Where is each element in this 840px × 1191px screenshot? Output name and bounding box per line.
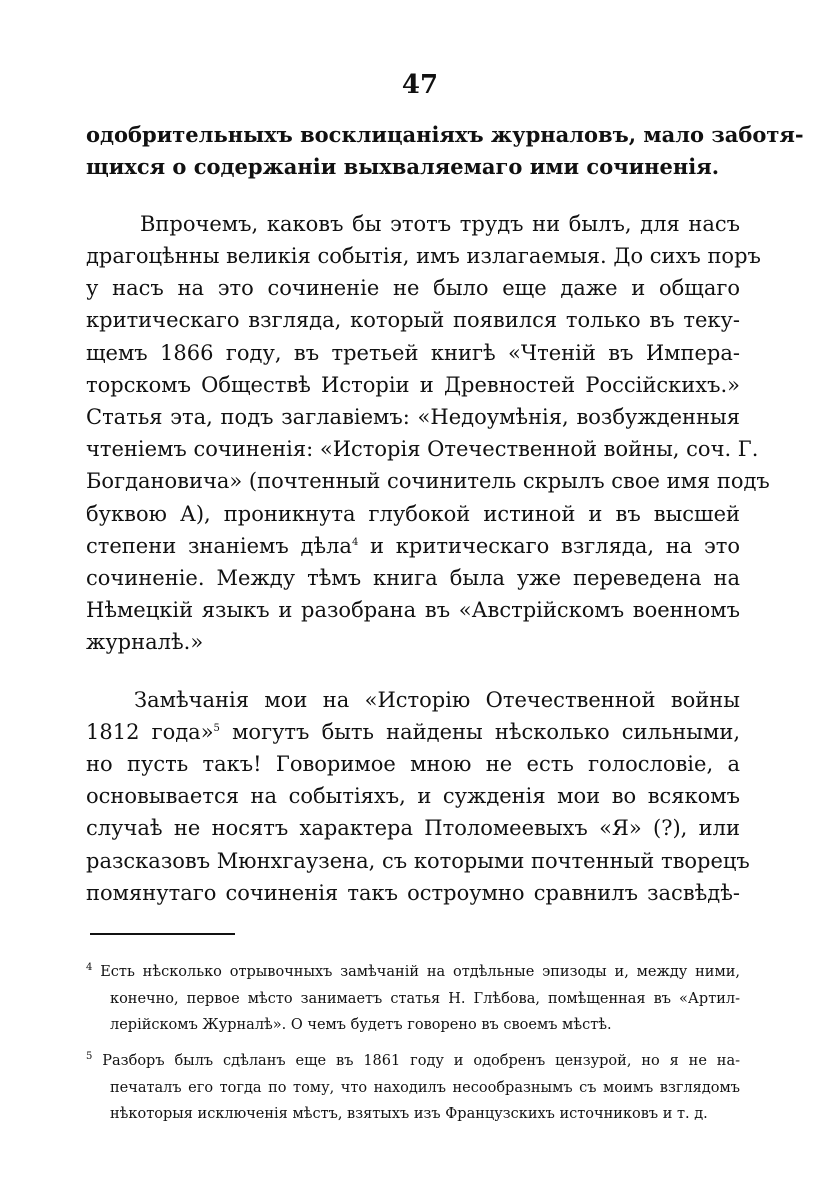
footnote-line: конечно, первое мѣсто занимаетъ статья Н. Глѣбова, помѣщенная въ «Артил-: [110, 991, 740, 1007]
text-segment: степени знаніемъ дѣла: [86, 534, 352, 558]
footnote-ref-4[interactable]: 4: [351, 537, 359, 548]
text-line: основывается на событіяхъ, и сужденія мои во всякомъ: [86, 784, 740, 808]
text-line: Замѣчанія мои на «Исторію Отечественной войны: [134, 688, 740, 712]
text-line: буквою А), проникнута глубокой истиной и въ высшей: [86, 502, 740, 526]
text-line: Статья эта, подъ заглавіемъ: «Недоумѣнія, возбужденныя: [86, 405, 740, 429]
footnote-text: Разборъ былъ сдѣланъ еще въ 1861 году и одобренъ цензурой, но я не на-: [102, 1053, 741, 1069]
text-line: торскомъ Обществѣ Исторіи и Древностей Россійскихъ.»: [86, 373, 740, 397]
footnote-text: Есть нѣсколько отрывочныхъ замѣчаній на отдѣльные эпизоды и, между ними,: [100, 964, 741, 980]
text-line: помянутаго сочиненія такъ остроумно сравнилъ засвѣдѣ-: [86, 881, 740, 905]
footnote-marker: 5: [86, 1051, 93, 1063]
footnote-line: [86, 1051, 740, 1071]
text-line: [86, 533, 740, 559]
page-number: 47: [401, 70, 439, 100]
text-line: разсказовъ Мюнхгаузена, съ которыми почтенный творецъ: [86, 849, 750, 873]
text-line: одобрительныхъ восклицаніяхъ журналовъ, мало заботя-: [86, 122, 804, 147]
footnote-line: лерійскомъ Журналѣ». О чемъ будетъ говорено въ своемъ мѣстѣ.: [110, 1017, 612, 1033]
text-line: щемъ 1866 году, въ третьей книгѣ «Чтеній въ Импера-: [86, 341, 740, 365]
text-line: Богдановича» (почтенный сочинитель скрылъ свое имя подъ: [86, 469, 770, 493]
text-line: [86, 719, 740, 745]
text-line: Нѣмецкій языкъ и разобрана въ «Австрійскомъ военномъ: [86, 598, 740, 622]
text-line: сочиненіе. Между тѣмъ книга была уже переведена на: [86, 566, 740, 590]
text-line: драгоцѣнны великія событія, имъ излагаемыя. До сихъ поръ: [86, 244, 761, 268]
text-line: щихся о содержаніи выхваляемаго ими сочиненія.: [86, 154, 720, 179]
text-line: критическаго взгляда, который появился только въ теку-: [86, 308, 740, 332]
text-line: у насъ на это сочиненіе не было еще даже и общаго: [86, 276, 740, 300]
text-line: но пусть такъ! Говоримое мною не есть голословіе, а: [86, 752, 740, 776]
text-line: чтеніемъ сочиненія: «Исторія Отечественной войны, соч. Г.: [86, 437, 759, 461]
footnote-marker: 4: [86, 962, 93, 974]
text-segment: и критическаго взгляда, на это: [370, 534, 740, 558]
text-segment: 1812 года»: [86, 720, 214, 744]
footnote-ref-5[interactable]: 5: [213, 723, 220, 734]
text-line: случаѣ не носятъ характера Птоломеевыхъ «Я» (?), или: [86, 816, 740, 840]
footnote-line: печаталъ его тогда по тому, что находилъ несообразнымъ съ моимъ взглядомъ: [110, 1080, 740, 1096]
footnote-line: [86, 962, 740, 982]
text-line: журналѣ.»: [86, 630, 204, 654]
footnote-divider: [90, 933, 235, 935]
text-line: Впрочемъ, каковъ бы этотъ трудъ ни былъ, для насъ: [140, 212, 740, 236]
footnote-line: нѣкоторыя исключенія мѣстъ, взятыхъ изъ Французскихъ источниковъ и т. д.: [110, 1106, 708, 1122]
text-segment: могутъ быть найдены нѣсколько сильными,: [232, 720, 741, 744]
